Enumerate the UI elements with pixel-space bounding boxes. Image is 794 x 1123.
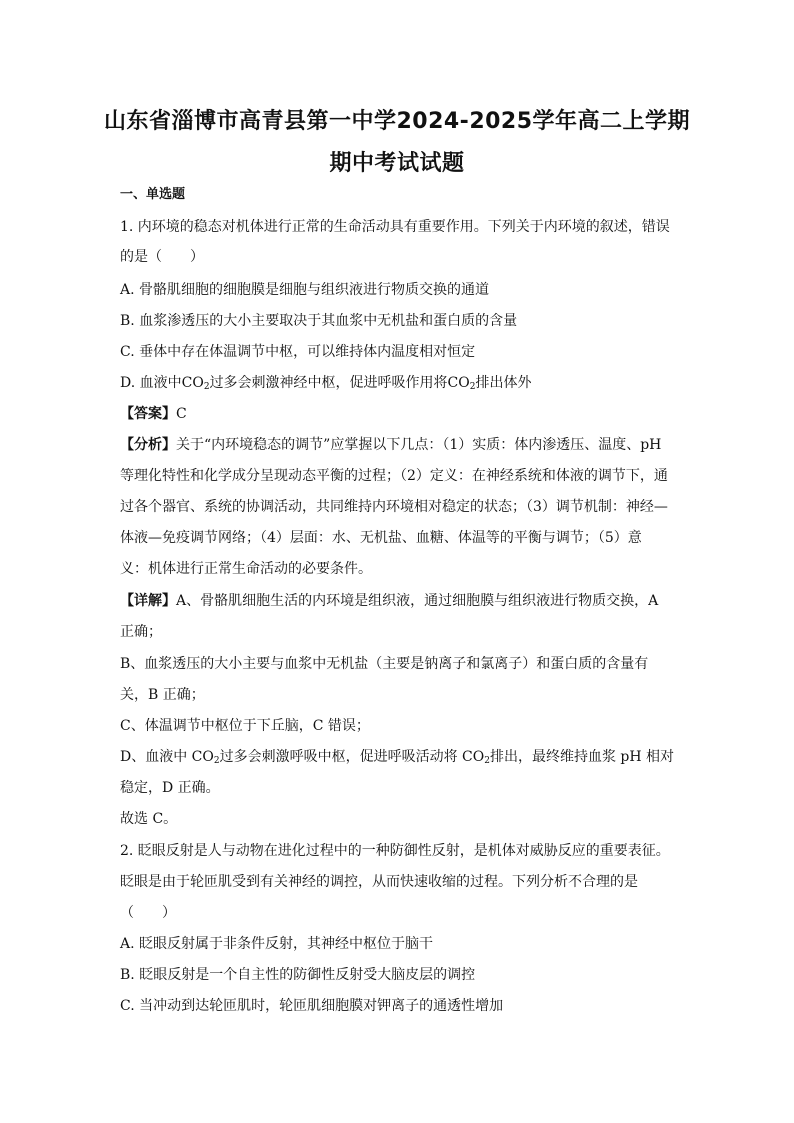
- q2-stem-line2: 眨眼是由于轮匝肌受到有关神经的调控，从而快速收缩的过程。下列分析不合理的是: [120, 874, 638, 890]
- q2-option-c: C. 当冲动到达轮匝肌时，轮匝肌细胞膜对钾离子的通透性增加: [120, 998, 504, 1014]
- detail-line6-post: 排出，最终维持血浆 pH 相对: [489, 749, 675, 765]
- q2-option-a: A. 眨眼反射属于非条件反射，其神经中枢位于脑干: [120, 936, 434, 952]
- q1-detail-line1: [120, 592, 658, 610]
- document-title-line2: 期中考试试题: [329, 151, 465, 176]
- q1-detail-line5: C、体温调节中枢位于下丘脑，C 错误；: [120, 718, 370, 734]
- q1-detail-line6: [120, 748, 674, 766]
- q1-detail-line3: B、血浆透压的大小主要与血浆中无机盐（主要是钠离子和氯离子）和蛋白质的含量有: [120, 656, 649, 672]
- analysis-label: 【分析】: [120, 437, 176, 453]
- detail-text: A、骨骼肌细胞生活的内环境是组织液，通过细胞膜与组织液进行物质交换，A: [176, 593, 659, 609]
- answer-label: 【答案】: [120, 406, 176, 422]
- q1-stem-line2: 的是（ ）: [120, 249, 204, 265]
- analysis-text: 关于“内环境稳态的调节”应掌握以下几点：（1）实质：体内渗透压、温度、pH: [176, 437, 662, 453]
- co2-subscript: 2: [203, 382, 210, 392]
- q1-analysis-line5: 义：机体进行正常生命活动的必要条件。: [120, 561, 372, 577]
- q1-analysis-line4: 体液—免疫调节网络；（4）层面：水、无机盐、血糖、体温等的平衡与调节；（5）意: [120, 530, 642, 546]
- q1-analysis-line2: 等理化特性和化学成分呈现动态平衡的过程；（2）定义：在神经系统和体液的调节下，通: [120, 468, 668, 484]
- detail-line6-pre: D、血液中 CO: [120, 749, 214, 765]
- q2-stem-line1: 2. 眨眼反射是人与动物在进化过程中的一种防御性反射，是机体对威胁反应的重要表征。: [120, 843, 670, 859]
- q2-stem-line3: （ ）: [120, 905, 176, 921]
- q1-detail-line2: 正确；: [120, 624, 162, 640]
- section-heading: 一、单选题: [120, 187, 186, 202]
- co2-subscript: 2: [213, 756, 220, 766]
- q1-stem-line1: 1. 内环境的稳态对机体进行正常的生命活动具有重要作用。下列关于内环境的叙述，错误: [120, 219, 670, 235]
- q1-option-d-text-mid: 过多会刺激神经中枢，促进呼吸作用将CO: [209, 375, 470, 391]
- q1-analysis-line3: 过各个器官、系统的协调活动，共同维持内环境相对稳定的状态；（3）调节机制：神经—: [120, 499, 668, 515]
- q1-option-d-text-post: 排出体外: [475, 375, 532, 391]
- q1-option-d: [120, 374, 532, 392]
- q1-answer: [120, 405, 187, 423]
- co2-subscript: 2: [484, 756, 490, 766]
- q1-analysis-line1: [120, 436, 661, 454]
- detail-line6-mid: 过多会刺激呼吸中枢，促进呼吸活动将 CO: [219, 749, 485, 765]
- detail-label: 【详解】: [120, 593, 176, 609]
- q1-option-a: A. 骨骼肌细胞的细胞膜是细胞与组织液进行物质交换的通道: [120, 282, 490, 298]
- q1-detail-line7: 稳定，D 正确。: [120, 780, 220, 796]
- document-title-line1: 山东省淄博市高青县第一中学2024-2025学年高二上学期: [103, 109, 691, 134]
- q1-conclusion: 故选 C。: [120, 811, 178, 827]
- co2-subscript: 2: [469, 382, 476, 392]
- answer-value: C: [176, 406, 187, 422]
- q1-option-d-text-pre: D. 血液中CO: [120, 375, 204, 391]
- q2-option-b: B. 眨眼反射是一个自主性的防御性反射受大脑皮层的调控: [120, 967, 476, 983]
- q1-option-c: C. 垂体中存在体温调节中枢，可以维持体内温度相对恒定: [120, 344, 476, 360]
- q1-detail-line4: 关，B 正确；: [120, 687, 205, 703]
- q1-option-b: B. 血浆渗透压的大小主要取决于其血浆中无机盐和蛋白质的含量: [120, 313, 518, 329]
